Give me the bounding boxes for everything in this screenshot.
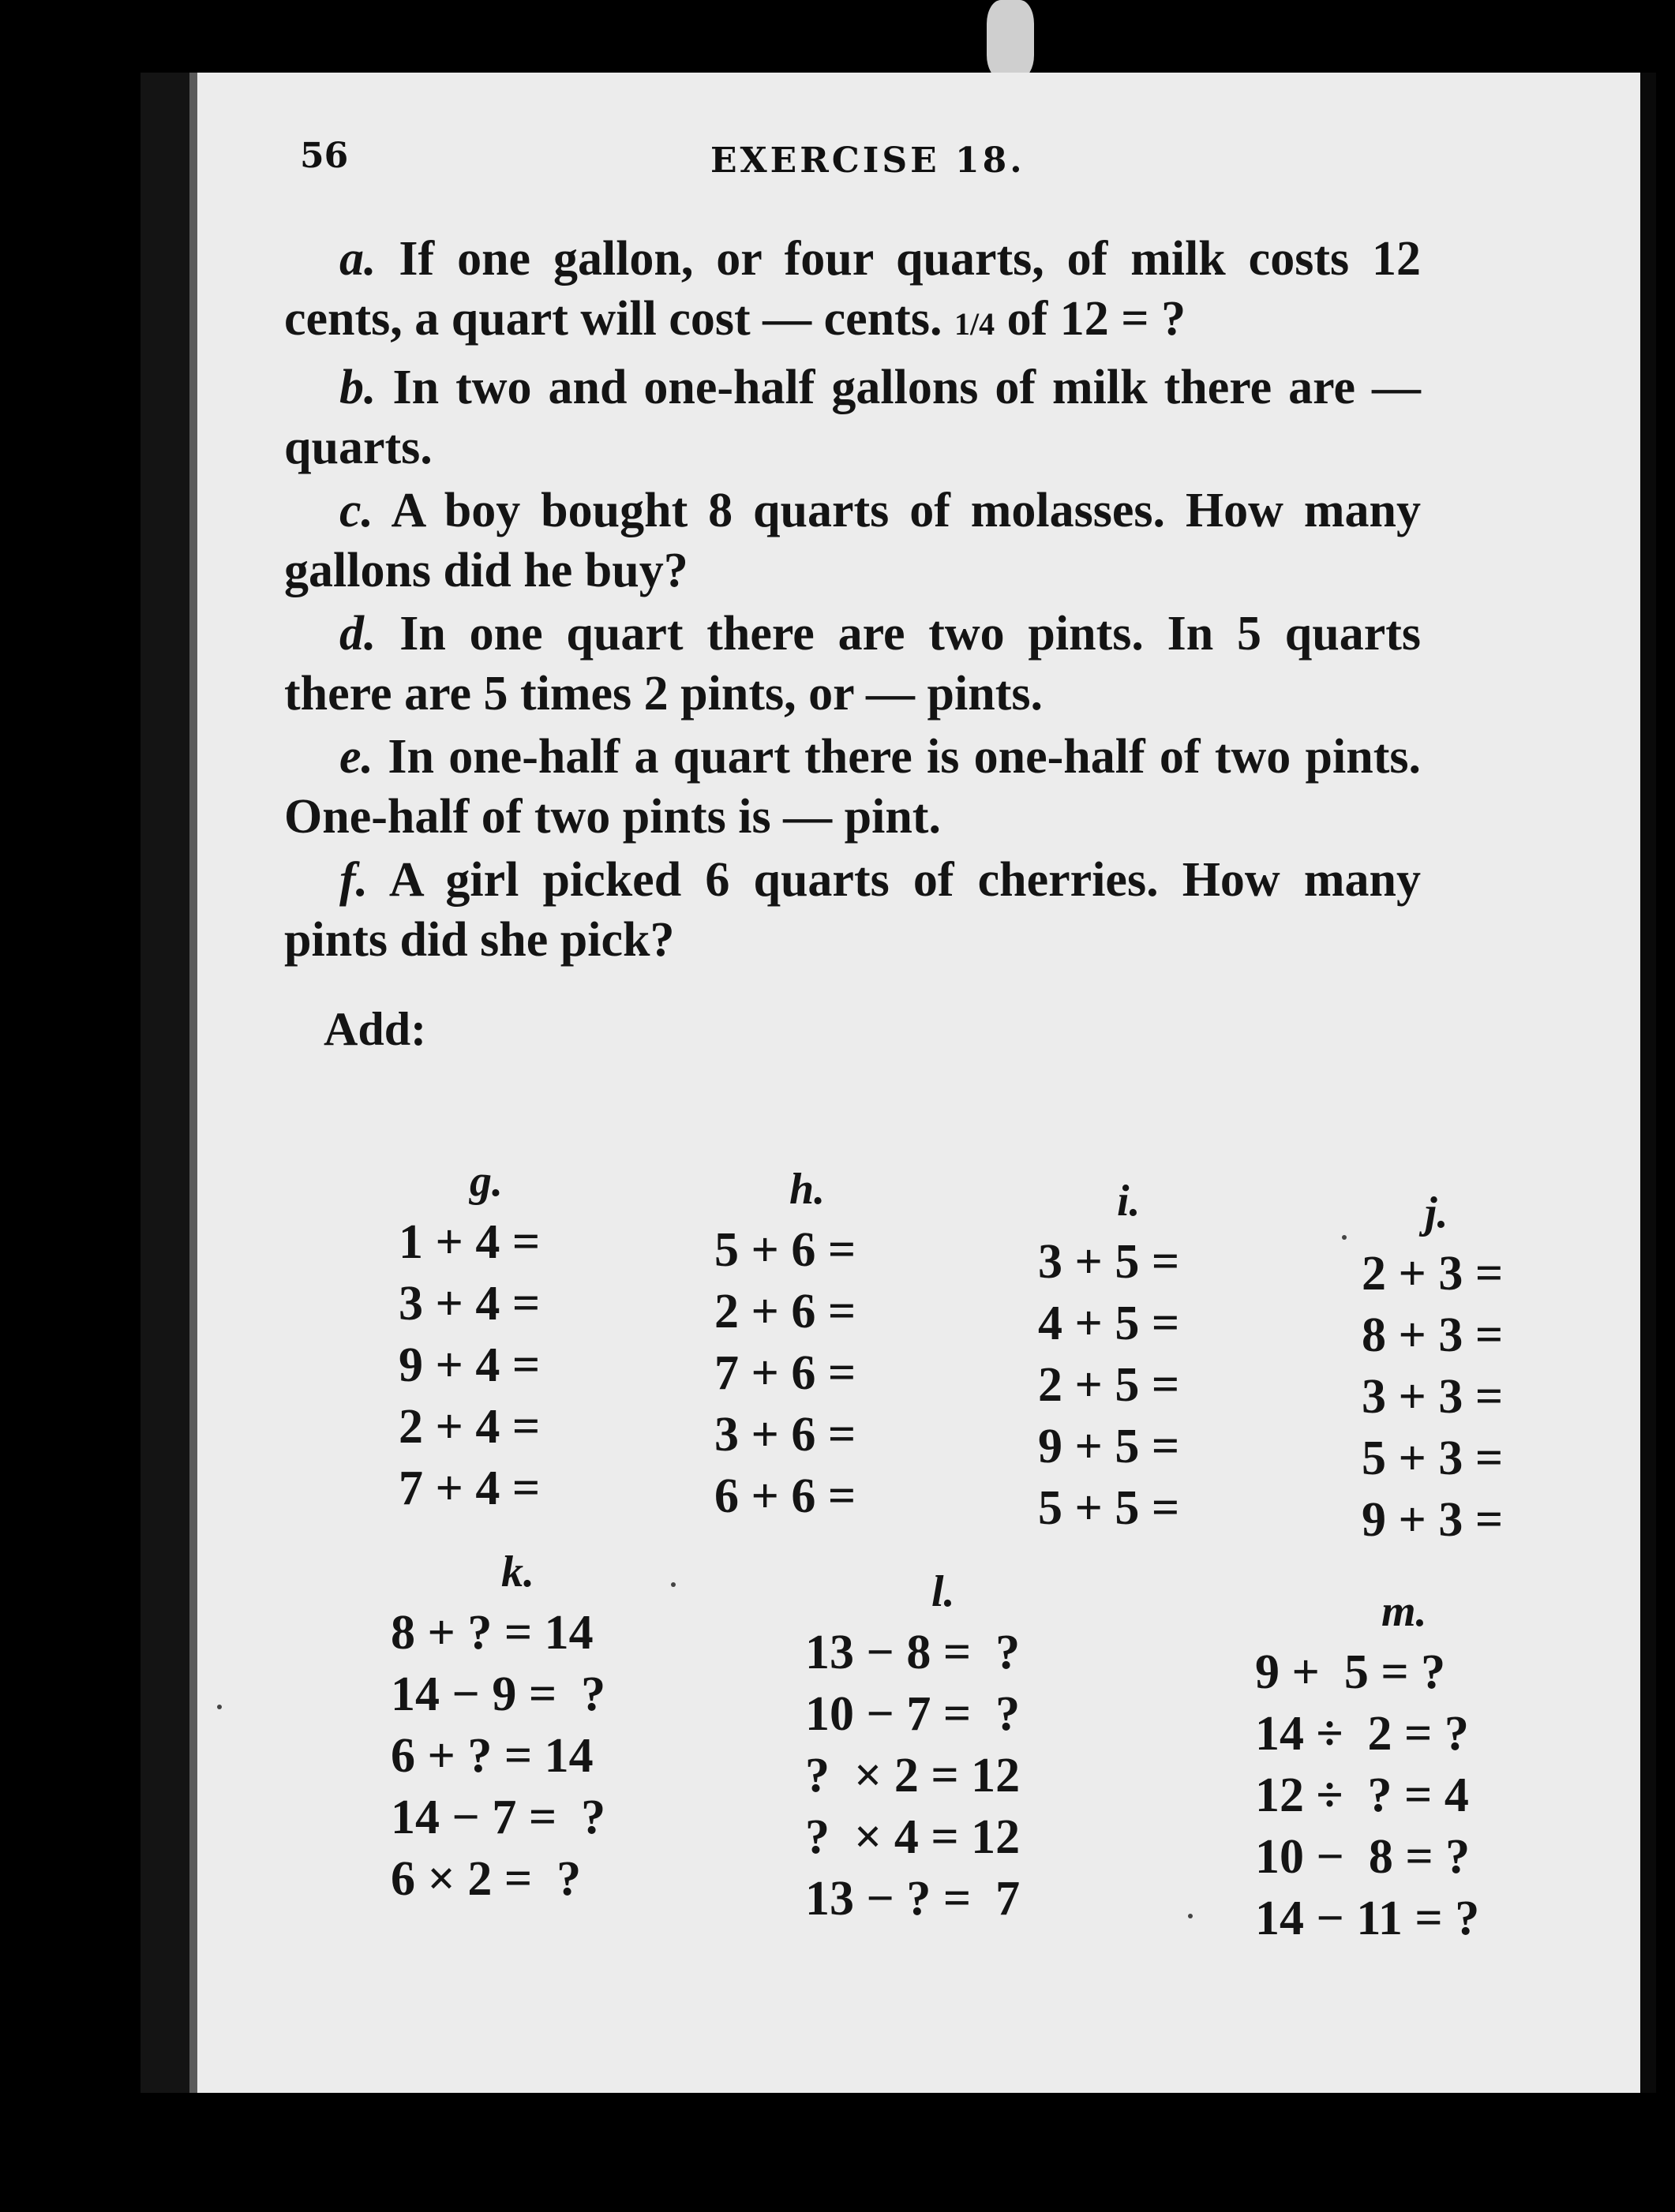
- column-k: [391, 1547, 605, 1910]
- equation: 8 + 3 =: [1362, 1308, 1504, 1362]
- problem-text: If one gallon, or four quarts, of milk costs 12 cents, a quart will cost — cents.: [284, 232, 1421, 346]
- problem-text: In two and one-half gallons of milk there are — quarts.: [284, 361, 1422, 474]
- equation: 2 + 3 =: [1362, 1247, 1504, 1301]
- equation: 10 − 8 = ?: [1255, 1830, 1471, 1884]
- column-i: [1038, 1176, 1179, 1539]
- equation: 9 + 5 =: [1038, 1420, 1180, 1473]
- equation: 5 + 3 =: [1362, 1432, 1504, 1485]
- column-h: [714, 1164, 856, 1527]
- equation: 14 − 9 = ?: [391, 1667, 606, 1721]
- equation: 1 + 4 =: [399, 1215, 541, 1269]
- equation: 6 + ? = 14: [391, 1729, 594, 1783]
- equation: 2 + 5 =: [1038, 1358, 1180, 1412]
- equation: 6 + 6 =: [714, 1469, 856, 1523]
- column-label: l.: [931, 1567, 955, 1616]
- equation: 3 + 6 =: [714, 1408, 856, 1462]
- equation: 5 + 5 =: [1038, 1481, 1180, 1535]
- equation: ? × 4 = 12: [805, 1810, 1021, 1864]
- equation: 9 + 4 =: [399, 1338, 541, 1392]
- page-binding-shadow: [141, 73, 189, 2093]
- problem-tail: of 12 = ?: [1006, 292, 1186, 346]
- column-label: i.: [1117, 1177, 1141, 1226]
- page-binding-edge: [189, 73, 197, 2093]
- problem-b: [284, 357, 1421, 477]
- column-m: [1255, 1586, 1479, 1949]
- equation: 5 + 6 =: [714, 1223, 856, 1277]
- print-speck: [671, 1582, 676, 1587]
- equation: 8 + ? = 14: [391, 1606, 594, 1660]
- column-label: g.: [470, 1157, 503, 1206]
- equation: ? × 2 = 12: [805, 1749, 1021, 1802]
- equation: 3 + 5 =: [1038, 1235, 1180, 1289]
- problem-letter: e.: [339, 730, 374, 784]
- equation: 7 + 6 =: [714, 1346, 856, 1400]
- equation: 10 − 7 = ?: [805, 1687, 1021, 1741]
- add-heading: Add:: [324, 1003, 427, 1055]
- problem-text: A girl picked 6 quarts of cherries. How many pints did she pick?: [284, 853, 1421, 967]
- problem-text: A boy bought 8 quarts of molasses. How many gallons did he buy?: [284, 484, 1421, 597]
- equation: 7 + 4 =: [399, 1462, 541, 1515]
- column-label: k.: [501, 1548, 534, 1596]
- word-problems: [284, 229, 1421, 973]
- paper-stain: [987, 0, 1034, 79]
- equation: 14 ÷ 2 = ?: [1255, 1707, 1469, 1761]
- equation: 4 + 5 =: [1038, 1297, 1180, 1350]
- print-speck: [1342, 1235, 1347, 1240]
- problem-e: [284, 727, 1421, 847]
- problem-c: [284, 481, 1421, 601]
- equation: 6 × 2 = ?: [391, 1852, 582, 1906]
- page-number: 56: [300, 136, 349, 176]
- column-j: [1362, 1188, 1503, 1551]
- column-label: j.: [1425, 1188, 1448, 1237]
- equation: 13 − 8 = ?: [805, 1626, 1021, 1679]
- problem-letter: d.: [339, 607, 377, 661]
- equation: 3 + 4 =: [399, 1277, 541, 1331]
- problem-f: [284, 850, 1421, 970]
- column-label: m.: [1381, 1587, 1427, 1636]
- print-speck: [1188, 1914, 1193, 1918]
- equation: 2 + 4 =: [399, 1400, 541, 1454]
- column-label: h.: [789, 1165, 826, 1214]
- problem-text: In one-half a quart there is one-half of two pints. One-half of two pints is — pint.: [284, 730, 1422, 844]
- problem-d: [284, 604, 1421, 724]
- equation: 9 + 3 =: [1362, 1493, 1504, 1547]
- problem-letter: c.: [339, 484, 374, 537]
- problem-text: In one quart there are two pints. In 5 quarts there are 5 times 2 pints, or — pints.: [284, 607, 1422, 720]
- column-g: [399, 1156, 540, 1519]
- equation: 14 − 7 = ?: [391, 1791, 606, 1844]
- print-speck: [217, 1705, 222, 1709]
- fraction: 1/4: [954, 306, 995, 342]
- page-right-edge: [1640, 73, 1656, 2093]
- equation: 2 + 6 =: [714, 1285, 856, 1338]
- problem-a: [284, 229, 1421, 354]
- equation: 9 + 5 = ?: [1255, 1645, 1446, 1699]
- equation: 14 − 11 = ?: [1255, 1892, 1480, 1945]
- problem-letter: a.: [339, 232, 377, 286]
- running-head: EXERCISE 18.: [710, 140, 1025, 181]
- equation: 12 ÷ ? = 4: [1255, 1768, 1469, 1822]
- equation: 13 − ? = 7: [805, 1872, 1021, 1926]
- problem-letter: f.: [339, 853, 369, 907]
- equation: 3 + 3 =: [1362, 1370, 1504, 1424]
- problem-letter: b.: [339, 361, 377, 414]
- column-l: [805, 1566, 1020, 1929]
